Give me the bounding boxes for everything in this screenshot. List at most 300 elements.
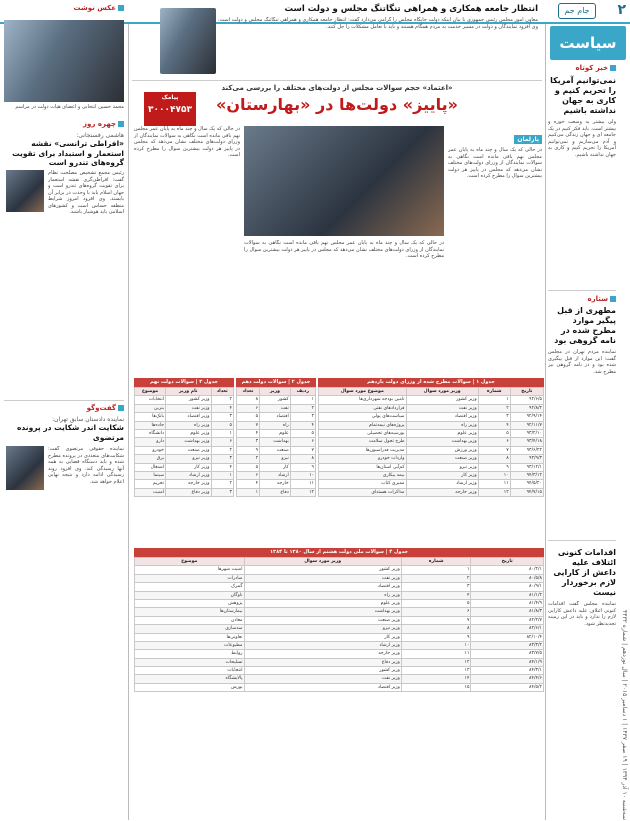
table-cell: دفاع xyxy=(260,488,291,496)
story-kicker: هاشمی رفسنجانی: xyxy=(76,132,124,139)
table-cell: وزیر دفاع xyxy=(244,658,401,666)
table-cell: ۱۱ xyxy=(401,650,471,658)
table-cell: ۱ xyxy=(401,566,471,574)
table-cell: وزیر ارشاد xyxy=(244,641,401,649)
table-header: موضوع مورد سوال xyxy=(319,388,407,396)
table-row xyxy=(237,413,316,421)
table-row xyxy=(135,396,234,404)
table-4 xyxy=(134,548,544,692)
table-cell: ۲ xyxy=(211,446,233,454)
mortazavi-portrait xyxy=(6,446,44,490)
table-row xyxy=(237,396,316,404)
table-row xyxy=(135,599,544,607)
table-cell: وزیر علوم xyxy=(166,429,212,437)
table-cell: ۸ xyxy=(237,396,260,404)
table-1-grid xyxy=(318,387,544,497)
table-cell: انتخابات xyxy=(135,667,245,675)
table-cell: وزیر اقتصاد xyxy=(244,683,401,691)
table-row xyxy=(135,667,544,675)
lead-kicker-text: «اعتماد» حجم سوالات مجلس از دولت‌های مختلف را بررسی می‌کند xyxy=(221,84,453,92)
table-row xyxy=(135,404,234,412)
newspaper-logo: جام جم xyxy=(558,3,596,19)
table-cell: ۳ xyxy=(478,413,510,421)
table-cell: ۲ xyxy=(478,404,510,412)
table-row xyxy=(135,625,544,633)
table-cell: بورسیه‌های تحصیلی xyxy=(319,429,407,437)
table-1-caption: جدول ۱ | سوالات مطرح شده از وزرای دولت یازدهم xyxy=(318,378,544,387)
table-cell: ۲ xyxy=(401,574,471,582)
table-cell: وزیر خارجه xyxy=(406,488,478,496)
table-cell: ۹۲/۶/۵ xyxy=(510,396,543,404)
page-number: ۲ xyxy=(617,2,626,18)
table-row xyxy=(319,488,544,496)
table-row xyxy=(319,463,544,471)
table-header: وزیر xyxy=(260,388,291,396)
table-row xyxy=(237,480,316,488)
story-body: نماینده مجلس گفت اقدامات کنونی ائتلاف علیه داعش کارایی لازم را ندارد و باید در این زمینه تجدیدنظر شود. xyxy=(548,601,616,627)
table-row xyxy=(319,455,544,463)
table-cell: وزیر اقتصاد xyxy=(406,413,478,421)
story-headline: مطهری از قبل پیگیر موارد مطرح شده در نامه گروهی بود xyxy=(554,306,616,345)
table-cell: وزیر راه xyxy=(166,421,212,429)
table-3-caption: جدول ۳ | سوالات دولت نهم xyxy=(134,378,234,387)
table-cell: ۵ xyxy=(290,429,315,437)
table-cell: ۱۳ xyxy=(401,667,471,675)
table-cell: خودرو xyxy=(135,446,166,454)
table-cell: ۴ xyxy=(211,463,233,471)
table-cell: وزیر بهداشت xyxy=(166,438,212,446)
table-cell: ۱ xyxy=(290,396,315,404)
table-cell: سدسازی xyxy=(135,625,245,633)
story-body: نماینده مردم تهران در مجلس گفت: این موارد از قبل پیگیری شده بود و در نامه گروهی نیز مطرح شد. xyxy=(548,349,616,375)
table-cell: ۶ xyxy=(237,404,260,412)
table-cell: بانک‌ها xyxy=(135,413,166,421)
table-cell: صنعت xyxy=(260,446,291,454)
table-cell: وزیر بهداشت xyxy=(244,608,401,616)
table-cell: ۹۲/۸/۲ xyxy=(510,404,543,412)
face-of-day xyxy=(4,120,124,168)
table-cell: تسلیحات xyxy=(135,658,245,666)
table-cell: ۷ xyxy=(401,616,471,624)
interview xyxy=(4,404,124,442)
right-story-3 xyxy=(548,548,616,821)
table-row xyxy=(135,675,544,683)
table-header: موضوع xyxy=(135,388,166,396)
table-cell: واردات خودرو xyxy=(319,455,407,463)
table-cell: ۶ xyxy=(290,438,315,446)
table-cell: علوم xyxy=(260,429,291,437)
table-cell: پالایشگاه xyxy=(135,675,245,683)
table-header: تعداد xyxy=(211,388,233,396)
date-line: سه‌شنبه ۱۰ آذر ۱۳۹۴ | ۱۹ صفر ۱۴۳۷ | ۱ دسامبر ۲۰۱۵ | سال نوزدهم | شماره ۴۴۳۲ xyxy=(621,610,628,820)
table-cell: ۹۳/۶/۲۲ xyxy=(510,446,543,454)
table-cell: ۹ xyxy=(478,463,510,471)
lead-body-col2 xyxy=(134,126,240,366)
table-row xyxy=(135,616,544,624)
table-header: موضوع xyxy=(135,558,245,566)
table-cell: ۳ xyxy=(211,488,233,496)
table-cell: مدیریت فدراسیون‌ها xyxy=(319,446,407,454)
table-cell: وزیر نیرو xyxy=(244,625,401,633)
table-cell: وزیر راه xyxy=(406,421,478,429)
table-cell: وزیر اقتصاد xyxy=(166,413,212,421)
table-cell: ۵ xyxy=(237,463,260,471)
table-cell: تعاونی‌ها xyxy=(135,633,245,641)
table-cell: کشور xyxy=(260,396,291,404)
table-cell: ۴ xyxy=(401,591,471,599)
table-cell: ۸۲/۱۰/۴ xyxy=(471,633,544,641)
table-row xyxy=(135,429,234,437)
table-2 xyxy=(236,378,316,497)
table-cell: وزیر صنعت xyxy=(406,455,478,463)
table-cell: ۱۲ xyxy=(401,658,471,666)
table-cell: ۴ xyxy=(237,429,260,437)
table-3-grid xyxy=(134,387,234,497)
table-cell: ۸۲/۲/۷ xyxy=(471,616,544,624)
table-cell: وزیر صنعت xyxy=(244,616,401,624)
table-row xyxy=(135,455,234,463)
table-cell: نیرو xyxy=(260,455,291,463)
table-cell: دانشگاه xyxy=(135,429,166,437)
top-story xyxy=(218,4,538,73)
table-header: وزیر مورد سوال xyxy=(244,558,401,566)
table-3 xyxy=(134,378,234,497)
table-cell: ۱۲ xyxy=(478,488,510,496)
table-cell: امنیت xyxy=(135,488,166,496)
table-cell: ۶ xyxy=(478,438,510,446)
table-header: شماره xyxy=(478,388,510,396)
table-cell: ۸۴/۳/۱ xyxy=(471,667,544,675)
table-row xyxy=(237,463,316,471)
table-cell: دارو xyxy=(135,438,166,446)
table-cell: راه xyxy=(260,421,291,429)
table-cell: ناوگان xyxy=(135,591,245,599)
table-header: تاریخ xyxy=(471,558,544,566)
table-row xyxy=(237,421,316,429)
table-cell: اشتغال xyxy=(135,463,166,471)
table-row xyxy=(135,446,234,454)
table-cell: وزیر علوم xyxy=(244,599,401,607)
table-row xyxy=(135,641,544,649)
top-story-headline: انتظار جامعه همکاری و همراهی تنگاتنگ مجلس و دولت است xyxy=(284,4,538,14)
table-cell: ۶ xyxy=(211,438,233,446)
photo-news xyxy=(4,4,124,12)
table-cell: صادرات xyxy=(135,574,245,582)
table-cell: وزیر کار xyxy=(406,471,478,479)
table-cell: ۱۰ xyxy=(478,471,510,479)
table-cell: ۳ xyxy=(237,438,260,446)
table-cell: پروژه‌های نیمه‌تمام xyxy=(319,421,407,429)
table-cell: وزیر نفت xyxy=(244,675,401,683)
table-cell: ۱ xyxy=(237,488,260,496)
table-cell: ۲ xyxy=(211,396,233,404)
table-cell: وزیر نیرو xyxy=(166,455,212,463)
table-cell: ۸۰/۲/۱ xyxy=(471,566,544,574)
table-cell: ۹۳/۱۲/۱ xyxy=(510,463,543,471)
table-cell: سیاست‌های پولی xyxy=(319,413,407,421)
table-cell: وزیر اقتصاد xyxy=(244,583,401,591)
table-cell: ۸۴/۴/۶ xyxy=(471,675,544,683)
table-cell: ۸۳/۳/۲ xyxy=(471,641,544,649)
table-cell: ۵ xyxy=(401,599,471,607)
table-cell: وزیر نیرو xyxy=(406,463,478,471)
table-cell: ۹۳/۴/۱۸ xyxy=(510,438,543,446)
table-cell: ۳ xyxy=(401,583,471,591)
table-row xyxy=(319,438,544,446)
table-cell: ۸۱/۸/۳ xyxy=(471,608,544,616)
table-cell: وزیر راه xyxy=(244,591,401,599)
table-cell: روابط xyxy=(135,650,245,658)
table-cell: وزیر کار xyxy=(166,463,212,471)
table-row xyxy=(237,455,316,463)
table-cell: وزیر علوم xyxy=(406,429,478,437)
table-row xyxy=(237,404,316,412)
table-row xyxy=(135,574,544,582)
table-cell: کار xyxy=(260,463,291,471)
table-cell: وزیر کار xyxy=(244,633,401,641)
table-cell: خارجه xyxy=(260,480,291,488)
table-cell: معادن xyxy=(135,616,245,624)
table-cell: ۹۴/۵/۲۰ xyxy=(510,480,543,488)
table-cell: وزیر نفت xyxy=(166,404,212,412)
brief-headline: نمی‌توانیم آمریکا را تحریم کنیم و کاری به جهان نداشته باشیم xyxy=(550,76,616,115)
sms-badge-number: ۳۰۰۰۴۷۵۳ xyxy=(148,105,192,115)
table-cell: ۳ xyxy=(290,413,315,421)
table-row xyxy=(135,608,544,616)
divider xyxy=(548,540,616,541)
lead-body-continued: در حالی که یک سال و چند ماه به پایان عمر مجلس نهم باقی مانده است نگاهی به سوالات نمایندگان از وزرای دولت‌های مختلف نشان می‌دهد که مجلس در پاییز هر دولت بیشترین سوال را مطرح کرده است. xyxy=(134,126,240,158)
table-cell: ممیزی کتاب xyxy=(319,480,407,488)
table-row xyxy=(319,413,544,421)
table-cell: ۸۰/۵/۸ xyxy=(471,574,544,582)
table-row xyxy=(135,658,544,666)
right-story-2 xyxy=(548,295,616,529)
table-cell: ۹۳/۲/۱۰ xyxy=(510,429,543,437)
interview-tag: گفت‌وگو xyxy=(4,404,124,412)
table-cell: ۴ xyxy=(290,421,315,429)
table-4-caption: جدول ۴ | سوالات ملی دولت هشتم از سال ۱۳۸۰ تا ۱۳۸۴ xyxy=(134,548,544,557)
table-cell: تامین بودجه شهرداری‌ها xyxy=(319,396,407,404)
table-cell: ۸۳/۷/۵ xyxy=(471,650,544,658)
table-cell: سینما xyxy=(135,471,166,479)
table-cell: بورس xyxy=(135,683,245,691)
table-cell: ۴ xyxy=(237,480,260,488)
sms-badge xyxy=(144,92,196,126)
table-cell: ۸۱/۴/۹ xyxy=(471,599,544,607)
table-cell: وزیر نفت xyxy=(406,404,478,412)
table-row xyxy=(237,471,316,479)
table-row xyxy=(237,438,316,446)
story-kicker: نماینده دادستان سابق تهران: xyxy=(52,416,124,423)
lead-photo xyxy=(244,126,444,236)
story-headline: «افراطی ترانسی» نقشه استعمار و استبداد برای تقویت گروه‌های تندرو است xyxy=(12,139,124,167)
group-photo xyxy=(4,20,124,102)
table-cell: ۷ xyxy=(290,446,315,454)
table-2-caption: جدول ۲ | سوالات دولت دهم xyxy=(236,378,316,387)
table-cell: ۱ xyxy=(211,471,233,479)
table-cell: گمرک xyxy=(135,583,245,591)
table-cell: ۸۴/۵/۲ xyxy=(471,683,544,691)
table-cell: ۴ xyxy=(478,421,510,429)
table-header: وزیر مورد سوال xyxy=(406,388,478,396)
table-cell: ۲ xyxy=(211,480,233,488)
table-row xyxy=(237,446,316,454)
table-cell: قراردادهای نفتی xyxy=(319,404,407,412)
table-cell: ۹۳/۹/۳ xyxy=(510,455,543,463)
table-header: نام وزیر xyxy=(166,388,212,396)
table-cell: وزیر کشور xyxy=(166,396,212,404)
table-cell: ۹۴/۷/۱۵ xyxy=(510,488,543,496)
table-cell: ۱۵ xyxy=(401,683,471,691)
table-row xyxy=(319,471,544,479)
table-cell: ۹ xyxy=(401,633,471,641)
table-row xyxy=(237,429,316,437)
table-cell: ۵ xyxy=(211,421,233,429)
table-row xyxy=(135,566,544,574)
table-cell: ۱۰ xyxy=(290,471,315,479)
table-cell: مطبوعات xyxy=(135,641,245,649)
lead-body-col3 xyxy=(244,240,444,370)
table-cell: ۱ xyxy=(478,396,510,404)
brief-body: ولی بیشتر به وسعت حوزه و بیشتر است. باید فکر کنیم در یک جامعه ای و جهان زندگی می‌کنیم و آدم می‌سازیم و نمی‌توانیم آمریکا را تحریم کنیم و کاری به جهان نداشته باشیم. xyxy=(548,119,616,158)
table-cell: بهداشت xyxy=(260,438,291,446)
table-cell: وزیر بهداشت xyxy=(406,438,478,446)
table-cell: ۵ xyxy=(237,413,260,421)
table-cell: ۹۴/۳/۱۲ xyxy=(510,471,543,479)
table-header: ردیف xyxy=(290,388,315,396)
table-row xyxy=(135,683,544,691)
photo-caption: محمد حسین انتخابی و اعضای هیات دولت در مراسم xyxy=(15,104,124,110)
table-header: تعداد xyxy=(237,388,260,396)
table-cell: تحریم xyxy=(135,480,166,488)
table-row xyxy=(319,404,544,412)
photo-news-tag: عکس نوشت xyxy=(4,4,124,12)
story-headline: شکایت اندر شکایت در پرونده مرتضوی xyxy=(17,423,124,442)
table-cell: ۹۲/۱۱/۷ xyxy=(510,421,543,429)
table-cell: وزیر دفاع xyxy=(166,488,212,496)
lead-body: در حالی که یک سال و چند ماه به پایان عمر مجلس نهم باقی مانده است نگاهی به سوالات نمایندگان از وزرای دولت‌های مختلف نشان می‌دهد که مجلس در پاییز هر دولت بیشترین سوال را مطرح کرده است. xyxy=(448,147,542,179)
table-cell: وزیر صنعت xyxy=(166,446,212,454)
table-cell: ۷ xyxy=(237,421,260,429)
table-cell: ۱۲ xyxy=(290,488,315,496)
table-header: شماره xyxy=(401,558,471,566)
table-cell: وزیر خارجه xyxy=(166,480,212,488)
table-cell: ۵ xyxy=(478,429,510,437)
table-cell: ۴ xyxy=(211,404,233,412)
table-row xyxy=(319,396,544,404)
divider xyxy=(132,80,542,81)
table-cell: اقتصاد xyxy=(260,413,291,421)
table-cell: پژوهش xyxy=(135,599,245,607)
table-cell: ۶ xyxy=(401,608,471,616)
table-cell: انتخابات xyxy=(135,396,166,404)
table-cell: ۸۰/۹/۱ xyxy=(471,583,544,591)
story-headline: اقدامات کنونی ائتلاف علیه داعش از کارایی لازم برخوردار نیست xyxy=(553,548,616,597)
table-cell: ۸۲/۶/۱ xyxy=(471,625,544,633)
table-cell: وزیر ارشاد xyxy=(166,471,212,479)
table-cell: طرح تحول سلامت xyxy=(319,438,407,446)
table-row xyxy=(135,488,234,496)
table-cell: وزیر کشور xyxy=(244,667,401,675)
rafsanjani-portrait xyxy=(6,170,44,212)
table-cell: ۳ xyxy=(211,413,233,421)
table-cell: کم‌آبی استان‌ها xyxy=(319,463,407,471)
table-cell: بنزین xyxy=(135,404,166,412)
table-row xyxy=(135,413,234,421)
sms-badge-label: پیامک xyxy=(161,94,179,101)
table-cell: ۱ xyxy=(211,429,233,437)
table-cell: وزیر کشور xyxy=(406,396,478,404)
table-cell: برق xyxy=(135,455,166,463)
table-cell: ۸ xyxy=(290,455,315,463)
table-row xyxy=(135,633,544,641)
table-cell: ۹ xyxy=(237,446,260,454)
story-body: رئیس مجمع تشخیص مصلحت نظام گفت: افراطی‌گری نقشه استعمار برای تقویت گروه‌های تندرو است و جهان اسلام باید با وحدت در برابر آن بایستد. وی افزود امروز شرایط منطقه حساس است و کشورهای اسلامی باید هوشیار باشند. xyxy=(48,170,124,215)
table-cell: ۸۴/۱/۹ xyxy=(471,658,544,666)
table-cell: ۱۰ xyxy=(401,641,471,649)
table-row xyxy=(135,471,234,479)
table-row xyxy=(135,421,234,429)
table-row xyxy=(135,650,544,658)
table-header: تاریخ xyxy=(510,388,543,396)
table-cell: ۷ xyxy=(478,446,510,454)
table-cell: وزیر ورزش xyxy=(406,446,478,454)
table-row xyxy=(319,480,544,488)
table-cell: وزیر نفت xyxy=(244,574,401,582)
table-row xyxy=(135,438,234,446)
table-row xyxy=(319,421,544,429)
table-cell: وزیر کشور xyxy=(244,566,401,574)
lead-byline: پارلمان xyxy=(514,135,542,144)
table-cell: جاده‌ها xyxy=(135,421,166,429)
table-cell: بیمارستان‌ها xyxy=(135,608,245,616)
table-cell: ۱۱ xyxy=(290,480,315,488)
lead-body-continued: در حالی که یک سال و چند ماه به پایان عمر مجلس نهم باقی مانده است نگاهی به سوالات نمایندگان از وزرای دولت‌های مختلف نشان می‌دهد که مجلس در پاییز هر دولت بیشترین سوال را مطرح کرده است. xyxy=(244,240,444,259)
table-cell: مذاکرات هسته‌ای xyxy=(319,488,407,496)
table-cell: ۸ xyxy=(478,455,510,463)
brief-tag: خبر کوتاه xyxy=(548,64,616,72)
section-title: سیاست xyxy=(550,26,626,60)
table-cell: ۹۲/۹/۱۴ xyxy=(510,413,543,421)
table-row xyxy=(135,463,234,471)
table-row xyxy=(237,488,316,496)
table-2-grid xyxy=(236,387,316,497)
table-cell: ۱۴ xyxy=(401,675,471,683)
table-1 xyxy=(318,378,544,497)
table-cell: وزیر خارجه xyxy=(244,650,401,658)
lead-headline: «پاییز» دولت‌ها در «بهارستان» xyxy=(216,95,458,114)
table-cell: ۶ xyxy=(237,471,260,479)
table-row xyxy=(135,480,234,488)
story-tag: ستاره xyxy=(548,295,616,303)
face-tag: چهره روز xyxy=(4,120,124,128)
table-4-grid xyxy=(134,557,544,692)
table-cell: وزیر ارشاد xyxy=(406,480,478,488)
divider xyxy=(548,290,616,291)
right-brief xyxy=(548,64,616,284)
table-cell: ۳ xyxy=(211,455,233,463)
table-cell: ۲ xyxy=(237,455,260,463)
table-row xyxy=(319,429,544,437)
table-cell: بیمه بیکاری xyxy=(319,471,407,479)
table-row xyxy=(135,583,544,591)
table-cell: ۱۱ xyxy=(478,480,510,488)
story-body: نماینده حقوقی مرتضوی گفت: شکایت‌های متعددی در پرونده مطرح شده و باید دستگاه قضایی به همه آنها رسیدگی کند. وی افزود روند رسیدگی ادامه دارد و نتیجه نهایی اعلام خواهد شد. xyxy=(48,446,124,485)
table-cell: امنیت شهرها xyxy=(135,566,245,574)
official-portrait xyxy=(160,8,216,74)
table-cell: ۸۱/۱/۲ xyxy=(471,591,544,599)
table-row xyxy=(319,446,544,454)
